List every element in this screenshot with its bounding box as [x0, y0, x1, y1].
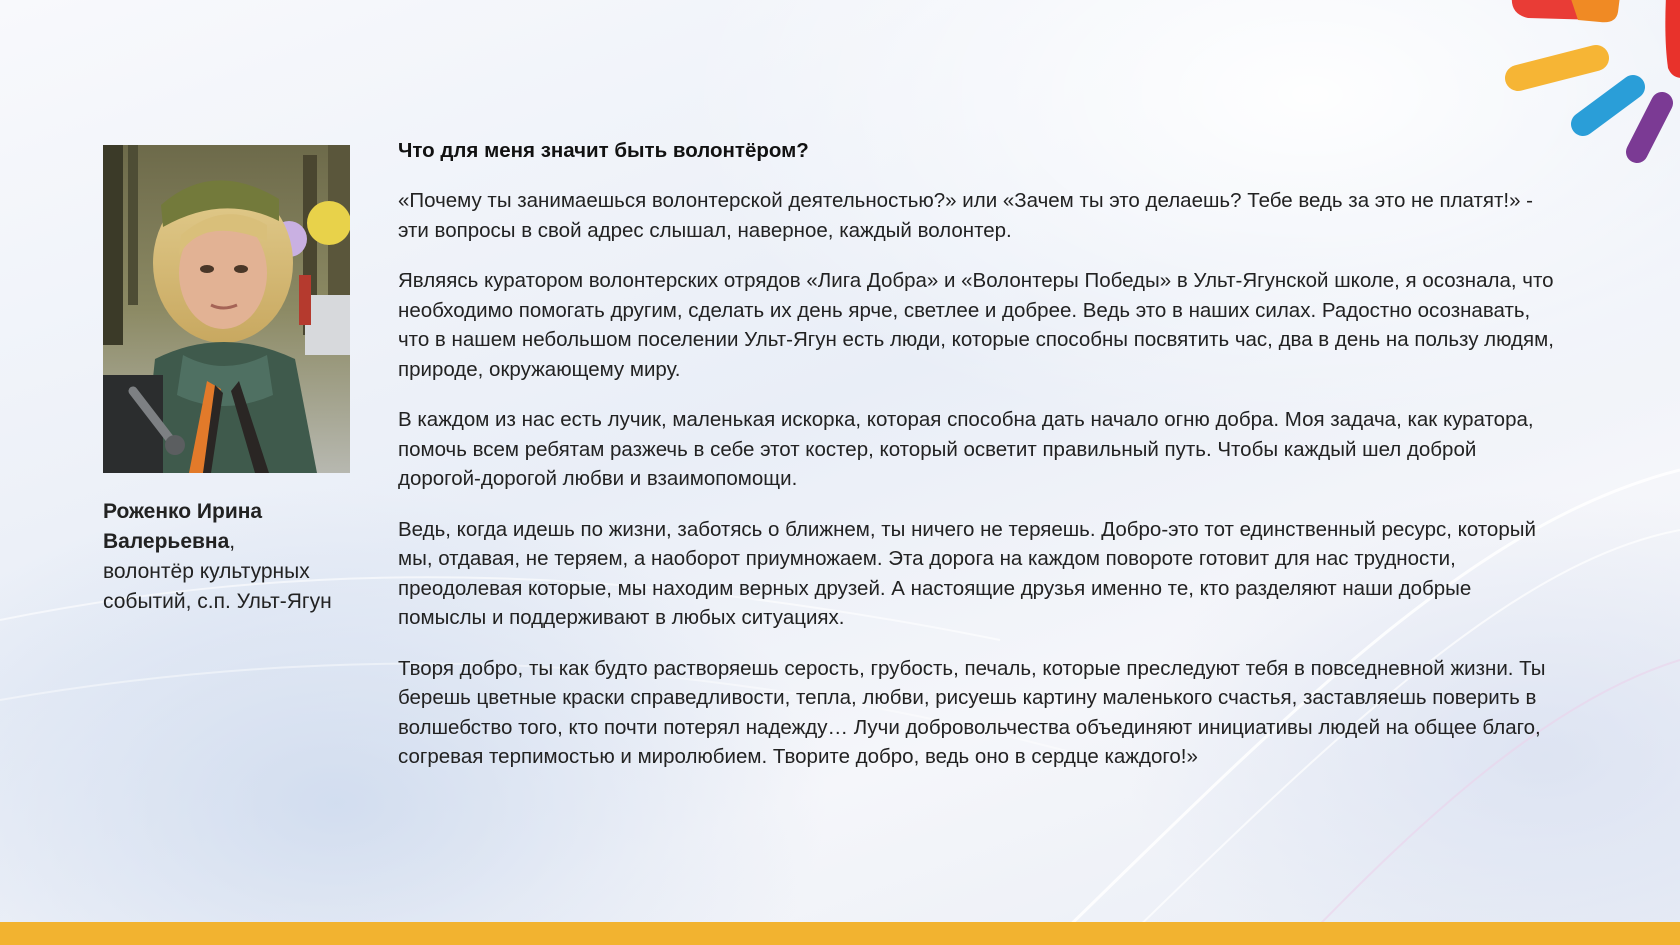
essay-paragraph: Творя добро, ты как будто растворяешь серость, грубость, печаль, которые преследуют тебя в повседневной жизни. Ты берешь цветные краски справедливости, тепла, любви, рисуешь картину маленького счастья, заставляешь поверить в волшебство того, кто почти потерял надежду… Лучи добровольчества объединяют инициативы людей на общее благо, согревая терпимостью и миролюбием. Творите добро, ведь оно в сердце каждого!»: [398, 656, 1546, 768]
essay-content: [398, 136, 1558, 793]
profile-name: Роженко Ирина Валерьевна: [103, 500, 263, 553]
profile-name-suffix: ,: [229, 530, 236, 553]
essay-heading: Что для меня значит быть волонтёром?: [398, 139, 809, 162]
essay-paragraph: «Почему ты занимаешься волонтерской деятельностью?» или «Зачем ты это делаешь? Тебе ведь за это не платят!» - эти вопросы в свой адрес слышал, наверное, каждый волонтер.: [398, 189, 1533, 242]
essay-paragraph: В каждом из нас есть лучик, маленькая искорка, которая способна дать начало огню добра. Моя задача, как куратора, помочь всем ребятам разжечь в себе этот костер, который осветит правильный путь. Чтобы каждый шел доброй дорогой-дорогой любви и взаимопомощи.: [398, 408, 1534, 490]
bottom-accent-bar: [0, 922, 1680, 945]
profile-caption: [103, 497, 363, 617]
essay-paragraph: Ведь, когда идешь по жизни, заботясь о ближнем, ты ничего не теряешь. Добро-это тот единственный ресурс, который мы, отдавая, не теряем, а наоборот приумножаем. Эта дорога на каждом повороте готовит для нас трудности, преодолевая которые, мы находим верных друзей. А настоящие друзья именно те, кто разделяют наши добрые помыслы и поддерживают в любых ситуациях.: [398, 517, 1536, 629]
profile-role: волонтёр культурных событий, с.п. Ульт-Ягун: [103, 560, 332, 613]
volunteer-portrait-photo: [103, 145, 350, 473]
essay-paragraph: Являясь куратором волонтерских отрядов «Лига Добра» и «Волонтеры Победы» в Ульт-Ягунской школе, я осознала, что необходимо помогать другим, сделать их день ярче, светлее и добрее. Ведь это в наших силах. Радостно осознавать, что в нашем небольшом поселении Ульт-Ягун есть люди, которые способны посвятить час, два в день на пользу людям, природе, окружающему миру.: [398, 269, 1554, 381]
